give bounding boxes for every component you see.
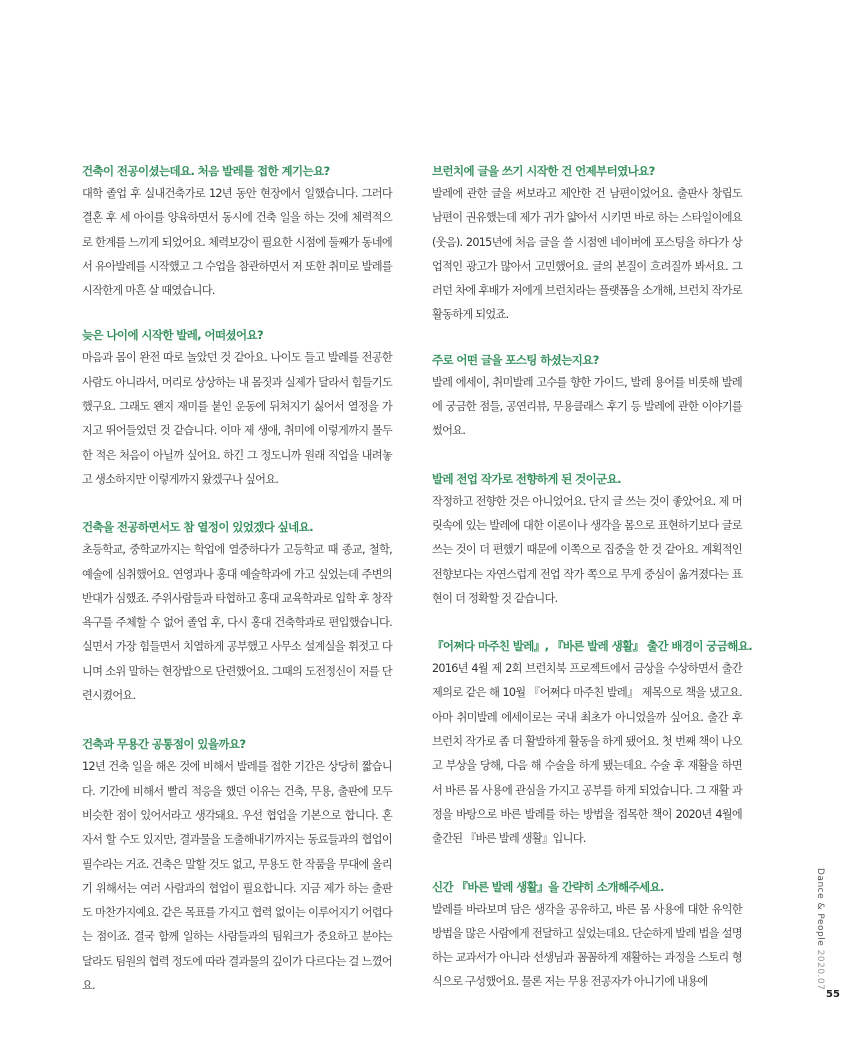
answer-text: 대학 졸업 후 실내건축가로 12년 동안 현장에서 일했습니다. 그러다 결혼 후 세 아이를 양육하면서 동시에 건축 일을 하는 것에 체력적으로 한계를 느끼게 되었어요. 체력보강이 필요한 시점에 둘째가 동네에서 유아발레를 시작했고 그 수업을 참관하면서 저 또한 취미로 발레를 시작한게 마흔 살 때였습니다. (82, 187, 392, 298)
answer-text: 마음과 몸이 완전 따로 놀았던 것 같아요. 나이도 들고 발레를 전공한 사람도 아니라서, 머리로 상상하는 내 몸짓과 실제가 달라서 힘들기도 했구요. 그래도 왠지 재미를 붙인 운동에 뒤쳐지기 싫어서 열정을 가지고 뛰어들었던 것 같습니다. 이마 제 생애, 취미에 이렇게까지 몰두한 적은 처음이 아닐까 싶어요. 하긴 그 정도니까 원래 직업을 내려놓고 생소하지만 이렇게까지 왔겠구나 싶어요. (82, 351, 392, 486)
page-number: 55 (826, 989, 840, 1000)
question-heading: 건축과 무용간 공통점이 있을까요? (82, 737, 246, 752)
qa-section-left-2 (82, 324, 392, 492)
magazine-sidebar (814, 868, 836, 1008)
qa-section-right-1 (432, 160, 742, 328)
right-column (432, 160, 753, 995)
question-heading: 발레 전업 작가로 전향하게 된 것이군요. (432, 471, 621, 486)
answer-text: 12년 건축 일을 해온 것에 비해서 발레를 접한 기간은 상당히 짧습니다. 기간에 비해서 빨리 적응을 했던 이유는 건축, 무용, 출판에 모두 비슷한 점이 있어서라고 생각돼요. 우선 협업을 기본으로 합니다. 혼자서 할 수도 있지만, 결과물을 도출해내기까지는 동료들과의 협업이 필수라는 거죠. 건축은 말할 것도 없고, 무용도 한 작품을 무대에 올리기 위해서는 여러 사람과의 협업이 필요합니다. 지금 제가 하는 출판도 마찬가지예요. 같은 목표를 가지고 협력 없이는 이루어지기 어렵다는 점이죠. 결국 함께 일하는 사람들과의 팀워크가 중요하고 분야는 달라도 팀원의 협력 정도에 따라 결과물의 깊이가 다르다는 걸 느꼈어요. (82, 760, 392, 993)
question-heading: 주로 어떤 글을 포스팅 하셨는지요? (432, 352, 599, 367)
answer-text: 발레에 관한 글을 써보라고 제안한 건 남편이었어요. 출판사 창립도 남편이 권유했는데 제가 귀가 얇아서 시키면 바로 하는 스타일이에요(웃음). 2015년에 처음 글을 쓸 시점엔 네이버에 포스팅을 하다가 상업적인 광고가 많아서 고민했어요. 글의 본질이 흐려질까 봐서요. 그러던 차에 후배가 저에게 브런치라는 플랫폼을 소개해, 브런치 작가로 활동하게 되었죠. (432, 187, 742, 322)
question-heading: 건축을 전공하면서도 참 열정이 있었겠다 싶네요. (82, 520, 313, 535)
qa-section-left-1 (82, 160, 392, 303)
question-heading: 건축이 전공이셨는데요. 처음 발레를 접한 계기는요? (82, 164, 330, 178)
left-column (82, 160, 392, 998)
answer-text: 2016년 4월 제 2회 브런치북 프로젝트에서 금상을 수상하면서 출간제의로 같은 해 10월 『어쩌다 마주친 발레』 제목으로 책을 냈고요. 아마 취미발레 에세이로는 국내 최초가 아니었을까 싶어요. 출간 후 브런치 작가로 좀 더 활발하게 활동을 하게 됐어요. 첫 번째 책이 나오고 부상을 당해, 다음 해 수술을 하게 됐는데요. 수술 후 재활을 하면서 바른 몸 사용에 관심을 가지고 공부를 하게 되었습니다. 그 재활 과정을 바탕으로 바른 발레를 하는 방법을 접목한 책이 2020년 4월에 출간된 『바른 발레 생활』입니다. (432, 662, 742, 846)
answer-text: 발레를 바라보며 담은 생각을 공유하고, 바른 몸 사용에 대한 유익한 방법을 많은 사람에게 전달하고 싶었는데요. 단순하게 발레 법을 설명하는 교과서가 아니라 선생님과 꼼꼼하게 재활하는 과정을 스토리 형식으로 구성했어요. 물론 저는 무용 전공자가 아니기에 내용에 (432, 902, 742, 989)
question-heading: 브런치에 글을 쓰기 시작한 건 언제부터였나요? (432, 164, 655, 178)
magazine-running-title (815, 868, 825, 990)
qa-section-right-3 (432, 468, 742, 611)
qa-section-right-5 (432, 876, 742, 995)
qa-section-left-3 (82, 516, 392, 708)
question-heading: 신간 『바른 발레 생활』을 간략히 소개해주세요. (432, 879, 664, 894)
answer-text: 작정하고 전향한 것은 아니었어요. 단지 글 쓰는 것이 좋았어요. 제 머릿속에 있는 발레에 대한 이론이나 생각을 몸으로 표현하기보다 글로 쓰는 것이 더 편했기 때문에 이쪽으로 집중을 한 것 같아요. 계획적인 전향보다는 자연스럽게 전업 작가 쪽으로 무게 중심이 옮겨졌다는 표현이 더 정확할 것 같습니다. (432, 494, 742, 605)
question-heading: 『어쩌다 마주친 발레』, 『바른 발레 생활』 출간 배경이 궁금해요. (432, 639, 753, 654)
question-heading: 늦은 나이에 시작한 발레, 어떠셨어요? (82, 328, 264, 343)
magazine-name: Dance & People (815, 868, 825, 947)
answer-text: 초등학교, 중학교까지는 학업에 열중하다가 고등학교 때 종교, 철학, 예술에 심취했어요. 연영과나 홍대 예술학과에 가고 싶었는데 주변의 반대가 심했죠. 주위사람들과 타협하고 홍대 교육학과로 입학 후 창작 욕구를 주체할 수 없어 졸업 후, 다시 홍대 건축학과로 편입했습니다. 실면서 가장 힘들면서 치열하게 공부했고 사무소 설계실을 휘젓고 다니며 소위 말하는 현장밥으로 단련했어요. 그때의 도전정신이 저를 단련시켰어요. (82, 543, 392, 703)
qa-section-right-2 (432, 349, 742, 444)
answer-text: 발레 에세이, 취미발레 고수를 향한 가이드, 발레 용어를 비롯해 발레에 궁금한 점들, 공연리뷰, 무용클래스 후기 등 발레에 관한 이야기를 썼어요. (432, 375, 742, 438)
issue-date: 2020.07 (815, 949, 825, 991)
qa-section-right-4 (432, 635, 753, 851)
qa-section-left-4 (82, 733, 392, 998)
